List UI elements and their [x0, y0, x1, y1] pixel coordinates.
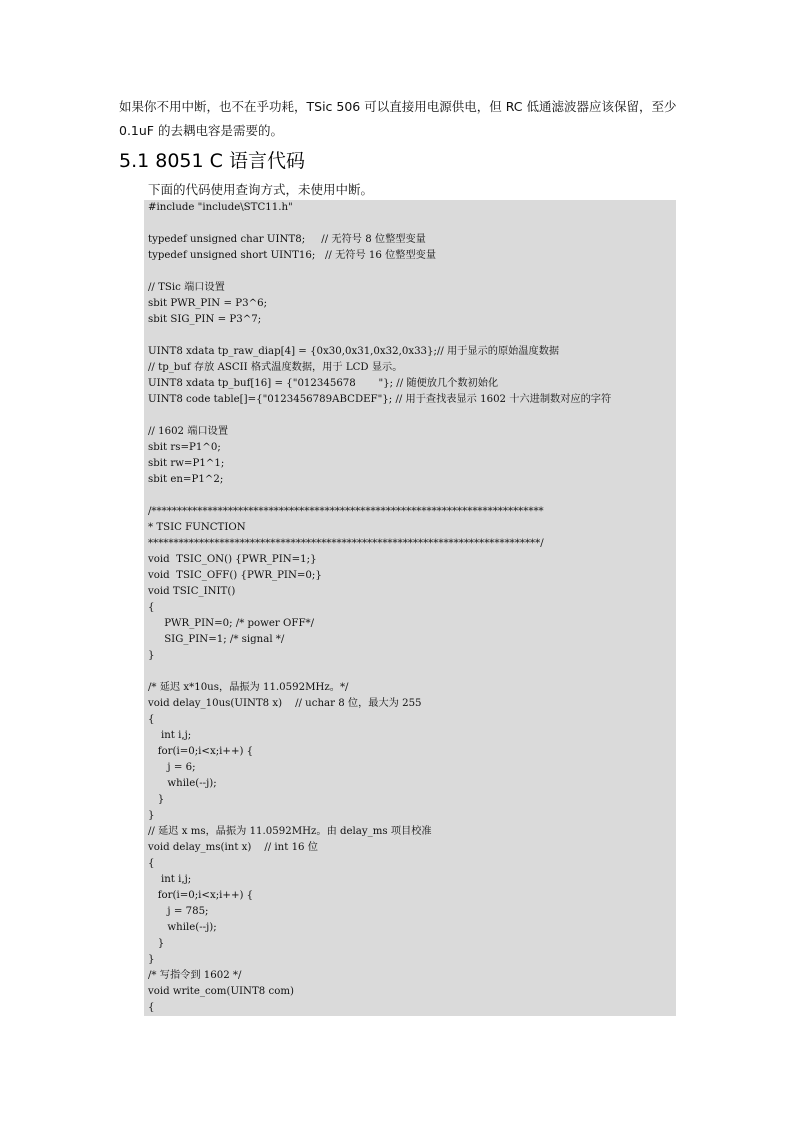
code-line: // 1602 端口设置 [148, 426, 229, 437]
code-line [148, 328, 676, 344]
code-line: { [148, 1002, 155, 1013]
code-line: // 延迟 x ms，晶振为 11.0592MHz。由 delay_ms 项目校准 [148, 826, 432, 837]
code-line: sbit SIG_PIN = P3^7; [148, 314, 262, 325]
code-line: j = 6; [148, 762, 196, 773]
code-line: { [148, 602, 155, 613]
code-line: for(i=0;i<x;i++) { [148, 746, 254, 757]
code-line: } [148, 954, 155, 965]
code-line [148, 408, 676, 424]
code-line: /* 写指令到 1602 */ [148, 970, 242, 981]
code-listing [144, 200, 676, 1016]
code-line: PWR_PIN=0; /* power OFF*/ [148, 618, 315, 629]
section-intro: 下面的代码使用查询方式，未使用中断。 [148, 182, 374, 197]
code-line: * TSIC FUNCTION [148, 522, 246, 533]
code-line: // TSic 端口设置 [148, 282, 225, 293]
code-line: void write_com(UINT8 com) [148, 986, 294, 997]
code-line: void TSIC_INIT() [148, 586, 236, 597]
code-line: } [148, 810, 155, 821]
code-line: sbit PWR_PIN = P3^6; [148, 298, 268, 309]
intro-paragraph: 如果你不用中断，也不在乎功耗，TSic 506 可以直接用电源供电，但 RC 低通滤波器应该保留，至少 0.1uF 的去耦电容是需要的。 [119, 99, 677, 138]
code-line: for(i=0;i<x;i++) { [148, 890, 254, 901]
code-line: { [148, 714, 155, 725]
code-line: { [148, 858, 155, 869]
code-line: #include "include\STC11.h" [148, 202, 293, 213]
code-line: sbit en=P1^2; [148, 474, 224, 485]
section-heading: 5.1 8051 C 语言代码 [119, 150, 305, 172]
code-line: void delay_ms(int x) // int 16 位 [148, 842, 318, 853]
code-line [148, 264, 676, 280]
code-line: SIG_PIN=1; /* signal */ [148, 634, 285, 645]
code-block [144, 200, 676, 1016]
code-line: /***************************************************************************** [148, 506, 544, 517]
code-line: void TSIC_ON() {PWR_PIN=1;} [148, 554, 317, 565]
code-line: typedef unsigned short UINT16; // 无符号 16 位整型变量 [148, 250, 437, 261]
code-line: int i,j; [148, 730, 192, 741]
code-line: } [148, 938, 165, 949]
code-line: // tp_buf 存放 ASCII 格式温度数据，用于 LCD 显示。 [148, 362, 403, 373]
code-line: /* 延迟 x*10us，晶振为 11.0592MHz。*/ [148, 682, 349, 693]
code-line: sbit rw=P1^1; [148, 458, 225, 469]
code-line: UINT8 xdata tp_buf[16] = {"012345678 "}; // 随便放几个数初始化 [148, 378, 499, 389]
code-line: sbit rs=P1^0; [148, 442, 221, 453]
code-line: while(--j); [148, 778, 217, 789]
code-line [148, 664, 676, 680]
code-line [148, 216, 676, 232]
code-line: } [148, 794, 165, 805]
code-line: while(--j); [148, 922, 217, 933]
code-line: typedef unsigned char UINT8; // 无符号 8 位整型变量 [148, 234, 426, 245]
code-line: void delay_10us(UINT8 x) // uchar 8 位，最大为 255 [148, 698, 422, 709]
code-line: UINT8 code table[]={"0123456789ABCDEF"}; // 用于查找表显示 1602 十六进制数对应的字符 [148, 394, 612, 405]
code-line: int i,j; [148, 874, 192, 885]
code-line: *****************************************************************************/ [148, 538, 544, 549]
code-line: j = 785; [148, 906, 209, 917]
code-line: } [148, 650, 155, 661]
code-line: void TSIC_OFF() {PWR_PIN=0;} [148, 570, 322, 581]
code-line: UINT8 xdata tp_raw_diap[4] = {0x30,0x31,0x32,0x33};// 用于显示的原始温度数据 [148, 346, 560, 357]
code-line [148, 488, 676, 504]
